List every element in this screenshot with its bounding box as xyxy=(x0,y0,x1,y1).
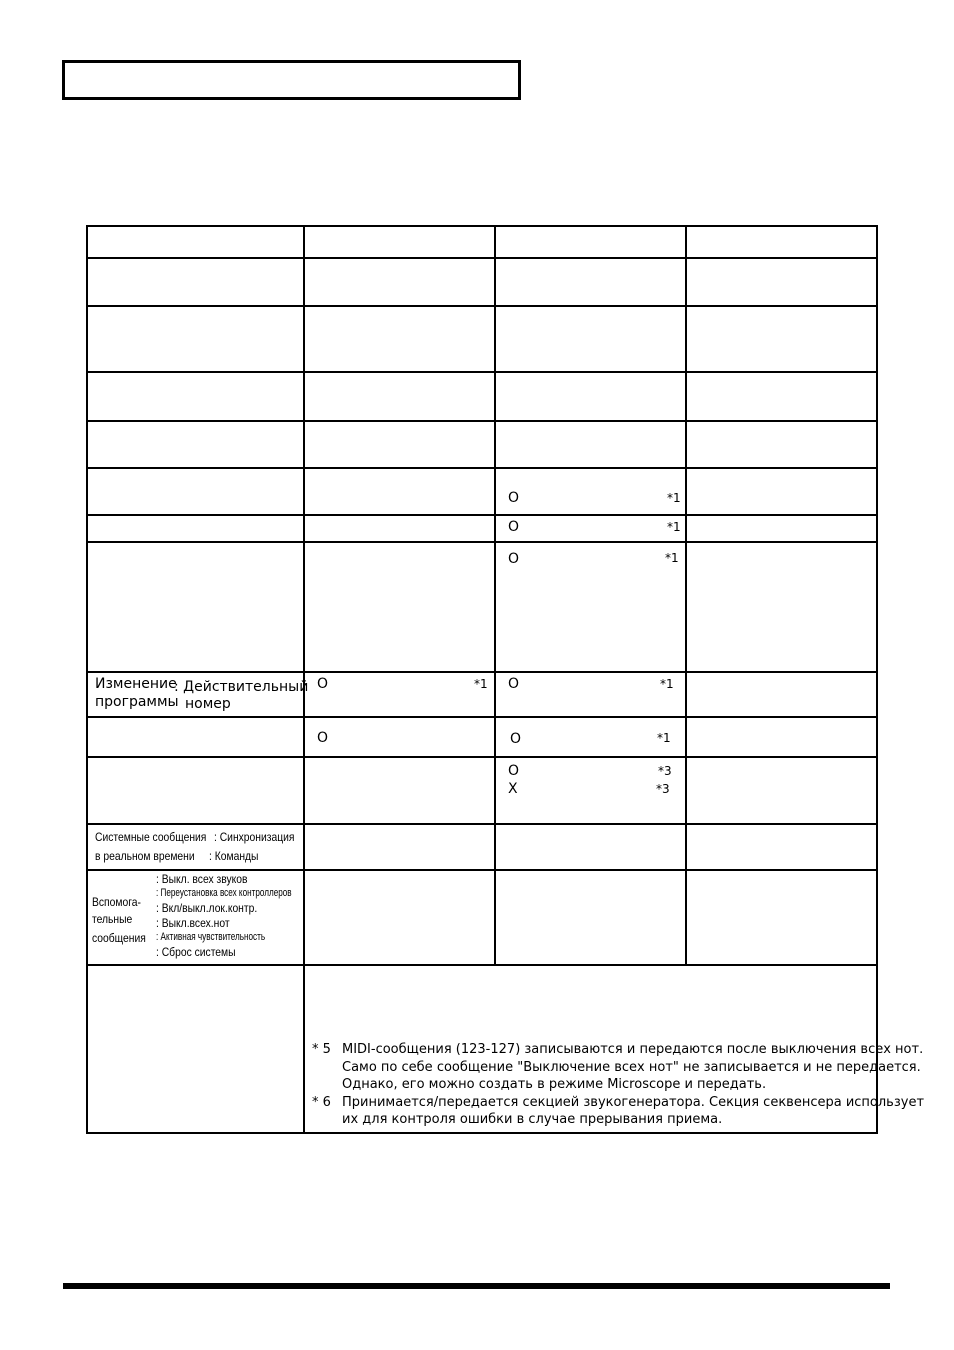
table-rule xyxy=(86,371,878,373)
table-rule xyxy=(86,514,878,516)
program-change-recognized-note: *1 xyxy=(660,677,674,691)
note-item xyxy=(312,1041,924,1094)
aux-label-1: Вспомога- xyxy=(92,895,141,909)
row-ch-recognized-note: *1 xyxy=(657,731,671,745)
table-rule xyxy=(876,225,878,1134)
row-cc-recognized: O xyxy=(508,551,520,567)
table-rule xyxy=(86,225,878,227)
program-change-transmitted-note: *1 xyxy=(474,677,488,691)
table-rule xyxy=(86,869,878,871)
table-rule xyxy=(86,420,878,422)
row-misc-recognized-note: *1 xyxy=(667,491,681,505)
row-sys-recognized-2: X xyxy=(508,781,518,797)
aux-label-3: сообщения xyxy=(92,931,146,945)
aux-item: : Переустановка всех контроллеров xyxy=(156,887,292,899)
note-line: Однако, его можно создать в режиме Microscope и передать. xyxy=(342,1077,767,1092)
table-rule xyxy=(86,1132,878,1134)
row-pb-recognized: O xyxy=(508,519,520,535)
table-rule xyxy=(86,305,878,307)
table-rule xyxy=(86,823,878,825)
note-mark: * 5 xyxy=(312,1042,331,1057)
program-change-recognized: O xyxy=(508,676,520,692)
note-line: Само по себе сообщение "Выключение всех нот" не записывается и не передается. xyxy=(342,1059,921,1075)
table-rule xyxy=(86,541,878,543)
bottom-rule xyxy=(63,1283,890,1289)
table-rule xyxy=(86,671,878,673)
table-rule xyxy=(86,964,878,966)
program-change-transmitted: O xyxy=(317,676,329,692)
aux-item: : Вкл/выкл.лок.контр. xyxy=(156,901,258,915)
program-change-sub-label-1: : Действительный xyxy=(174,679,309,695)
table-rule xyxy=(494,225,496,966)
row-sys-recognized-1-note: *3 xyxy=(658,764,672,778)
row-ch-transmitted: O xyxy=(317,730,329,746)
table-rule xyxy=(86,225,88,1134)
row-ch-recognized: O xyxy=(510,731,522,747)
row-pb-recognized-note: *1 xyxy=(667,520,681,534)
aux-label-2: тельные xyxy=(92,912,133,926)
program-change-sub-label-2: номер xyxy=(185,696,231,712)
row-sys-recognized-2-note: *3 xyxy=(656,782,670,796)
table-rule xyxy=(86,257,878,259)
note-line: MIDI-сообщения (123-127) записываются и передаются после выключения всех нот. xyxy=(342,1042,924,1057)
aux-item: : Активная чувствительность xyxy=(156,931,266,943)
program-change-label-1: Изменение xyxy=(95,676,177,692)
system-realtime-sub-2: : Команды xyxy=(209,849,259,863)
table-rule xyxy=(86,716,878,718)
table-rule xyxy=(685,225,687,966)
aux-item: : Выкл. всех звуков xyxy=(156,872,248,886)
table-rule xyxy=(86,467,878,469)
aux-item: : Сброс системы xyxy=(156,945,236,959)
note-line: их для контроля ошибки в случае прерывания приема. xyxy=(342,1112,723,1127)
row-misc-recognized: O xyxy=(508,490,520,506)
note-line: Принимается/передается секцией звукогенератора. Секция секвенсера использует xyxy=(342,1094,925,1110)
program-change-label-2: программы xyxy=(95,694,179,710)
system-realtime-label-1: Системные сообщения xyxy=(95,830,207,844)
row-sys-recognized-1: O xyxy=(508,763,520,779)
notes-block xyxy=(312,1041,925,1129)
note-item xyxy=(312,1094,925,1129)
table-rule xyxy=(86,756,878,758)
system-realtime-label-2: в реальном времени xyxy=(95,849,195,863)
aux-item: : Выкл.всех.нот xyxy=(156,916,230,930)
system-realtime-sub-1: : Синхронизация xyxy=(214,830,295,844)
note-mark: * 6 xyxy=(312,1094,331,1110)
row-cc-recognized-note: *1 xyxy=(665,551,679,565)
